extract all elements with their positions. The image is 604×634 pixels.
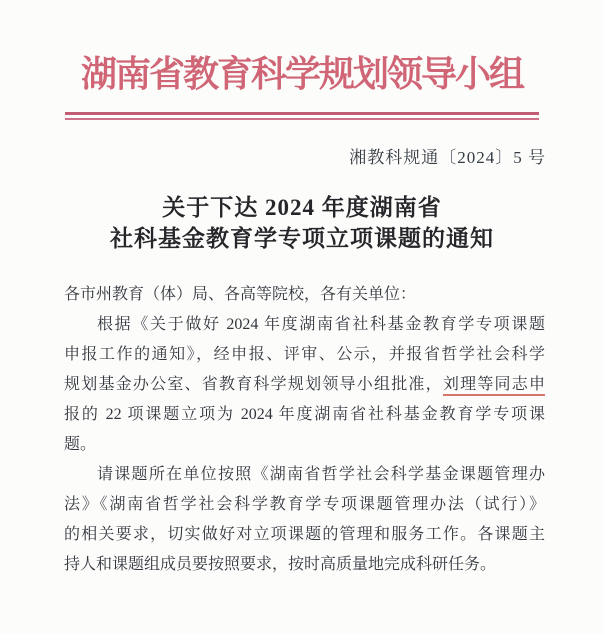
body-line: 报的 22 项课题立项为 2024 年度湖南省社科基金教育学专项课 <box>64 406 545 423</box>
salutation-line: 各市州教育（体）局、各高等院校，各有关单位： <box>64 286 417 303</box>
letterhead-rule-thick <box>65 112 539 115</box>
red-underlined-name-text: 刘理等同志申 <box>443 376 545 396</box>
body-line-text: 规划基金办公室、省教育科学规划领导小组批准， <box>64 376 443 393</box>
body-line: 法》《湖南省哲学社会科学教育学专项课题管理办法（试行）》 <box>64 496 545 513</box>
document-title <box>30 192 574 254</box>
body-line: 根据《关于做好 2024 年度湖南省社科基金教育学专项课题 <box>97 316 545 333</box>
doc-reference-number: 湘教科规通〔2024〕5 号 <box>349 148 546 167</box>
body-line: 持人和课题组成员要按照要求，按时高质量地完成科研任务。 <box>64 556 497 573</box>
body-line: 请课题所在单位按照《湖南省哲学社会科学基金课题管理办 <box>97 466 545 483</box>
letterhead-double-rule <box>65 112 539 120</box>
document-body <box>64 280 545 580</box>
letterhead-rule-thin <box>65 118 539 120</box>
body-line: 申报工作的通知》，经申报、评审、公示，并报省哲学社会科学 <box>64 346 545 363</box>
document-title-line2: 社科基金教育学专项立项课题的通知 <box>110 226 494 251</box>
letterhead-org-title: 湖南省教育科学规划领导小组 <box>80 54 523 94</box>
document-title-line1: 关于下达 2024 年度湖南省 <box>162 195 442 220</box>
body-line: 的相关要求，切实做好对立项课题的管理和服务工作。各课题主 <box>64 526 545 543</box>
body-line: 题。 <box>64 436 97 453</box>
body-line <box>64 370 545 400</box>
